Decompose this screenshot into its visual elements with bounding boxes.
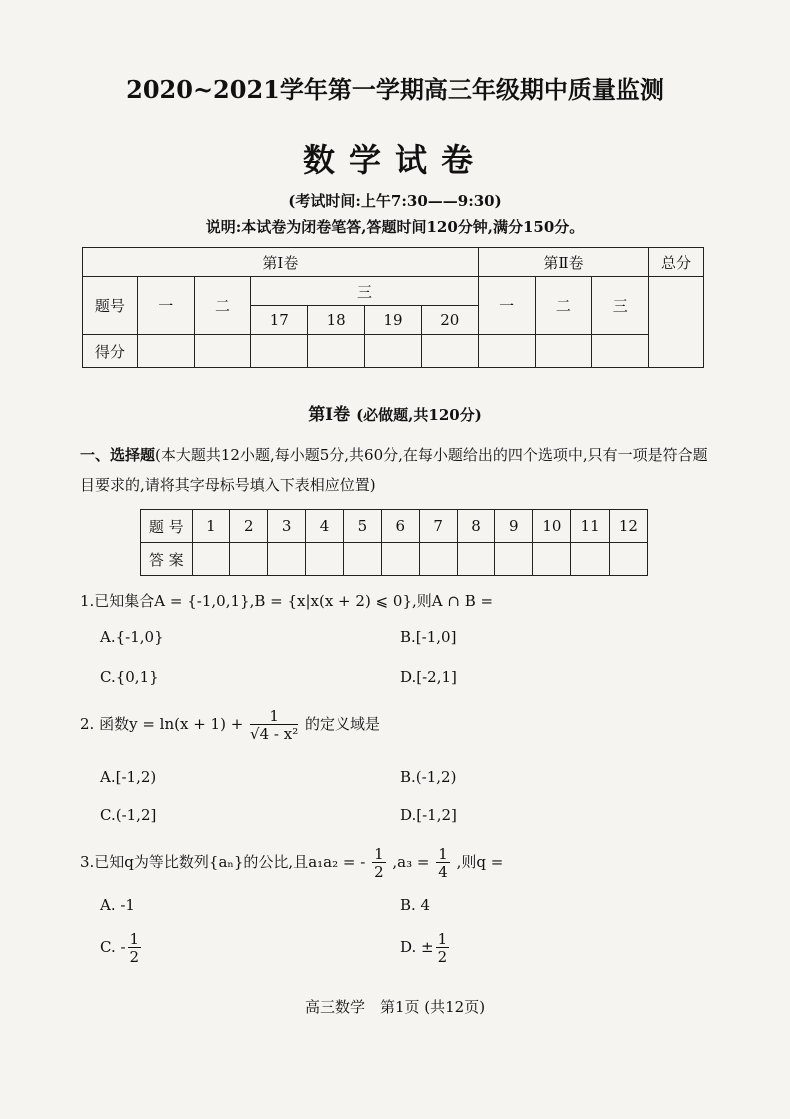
section1-subtitle: (必做题,共120分) (356, 406, 482, 424)
answer-number: 10 (533, 510, 571, 543)
question-3-frac2-den: 4 (438, 862, 448, 881)
answer-cell[interactable] (571, 543, 609, 576)
score-cell[interactable] (308, 335, 365, 368)
answer-row-answer-label: 答 案 (141, 543, 193, 576)
section1-title: 第Ⅰ卷 (308, 405, 351, 425)
question-2-frac-num: 1 (250, 708, 298, 725)
question-type-label: 一、选择题 (80, 446, 156, 464)
score-sub-19: 19 (365, 306, 422, 335)
option-c-den: 2 (129, 947, 140, 966)
subject-title: 数学试卷 (302, 141, 487, 179)
score-sub-18: 18 (308, 306, 365, 335)
answer-number: 4 (306, 510, 344, 543)
question-3-option-d-prefix: D. ± (400, 938, 434, 956)
question-2-stem (80, 707, 380, 743)
answer-cell[interactable] (192, 543, 230, 576)
answer-cell[interactable] (268, 543, 306, 576)
score-p2-col-3: 三 (592, 277, 649, 335)
score-part1-header: 第Ⅰ卷 (83, 248, 479, 277)
score-total-cell[interactable] (649, 277, 704, 368)
exam-title: 2020~2021学年第一学期高三年级期中质量监测 (126, 75, 664, 104)
score-part2-header: 第Ⅱ卷 (478, 248, 648, 277)
question-3-option-c-fraction (128, 931, 142, 966)
question-3-stem (80, 845, 503, 881)
question-1-option-c[interactable]: C.{0,1} (100, 668, 159, 686)
question-3-frac1-num: 1 (374, 844, 384, 863)
question-3-option-b[interactable]: B. 4 (400, 896, 431, 914)
answer-row-question-label: 题 号 (141, 510, 193, 543)
score-cell[interactable] (478, 335, 535, 368)
score-table (82, 247, 704, 368)
question-1-option-b[interactable]: B.[-1,0] (400, 628, 457, 646)
score-cell[interactable] (592, 335, 649, 368)
score-cell[interactable] (535, 335, 592, 368)
question-3-stem-mid: ,a₃ = (392, 853, 430, 871)
question-3-option-a[interactable]: A. -1 (100, 896, 135, 914)
question-2-option-a[interactable]: A.[-1,2) (100, 768, 157, 786)
answer-number: 2 (230, 510, 268, 543)
question-3-frac2-num: 1 (438, 844, 448, 863)
score-sub-20: 20 (421, 306, 478, 335)
answer-cell[interactable] (419, 543, 457, 576)
answer-cell[interactable] (230, 543, 268, 576)
option-d-den: 2 (437, 947, 448, 966)
answer-number: 3 (268, 510, 306, 543)
question-3-stem-pre: 3.已知q为等比数列{aₙ}的公比,且a₁a₂ = - (80, 853, 366, 871)
score-col-1: 一 (137, 277, 194, 335)
answer-cell[interactable] (306, 543, 344, 576)
answer-number: 9 (495, 510, 533, 543)
question-3-frac1-den: 2 (374, 862, 384, 881)
answer-number: 5 (343, 510, 381, 543)
question-3-option-c-prefix: C. - (100, 938, 126, 956)
answer-cell[interactable] (609, 543, 647, 576)
exam-note: 说明:本试卷为闭卷笔答,答题时间120分钟,满分150分。 (205, 218, 585, 236)
question-2-stem-pre: 2. 函数y = ln(x + 1) + (80, 715, 244, 733)
question-3-fraction-1 (372, 846, 386, 881)
score-cell[interactable] (194, 335, 251, 368)
answer-number: 7 (419, 510, 457, 543)
question-2-option-b[interactable]: B.(-1,2) (400, 768, 457, 786)
question-1-option-d[interactable]: D.[-2,1] (400, 668, 457, 686)
answer-number: 8 (457, 510, 495, 543)
question-2-option-d[interactable]: D.[-1,2] (400, 806, 457, 824)
section1-heading (0, 400, 790, 425)
question-2-option-c[interactable]: C.(-1,2] (100, 806, 157, 824)
exam-time: (考试时间:上午7:30——9:30) (288, 192, 502, 210)
section1-instruction (80, 440, 720, 500)
score-col-2: 二 (194, 277, 251, 335)
score-sub-17: 17 (251, 306, 308, 335)
score-col-3: 三 (251, 277, 478, 306)
score-cell[interactable] (137, 335, 194, 368)
score-total-header: 总分 (649, 248, 704, 277)
question-2-stem-post: 的定义域是 (305, 715, 381, 733)
question-3-option-c[interactable] (100, 930, 143, 966)
instruction-text: (本大题共12小题,每小题5分,共60分,在每小题给出的四个选项中,只有一项是符合题目要求的,请将其字母标号填入下表相应位置) (80, 446, 708, 494)
answer-number: 1 (192, 510, 230, 543)
answer-number: 11 (571, 510, 609, 543)
score-row-score-label: 得分 (83, 335, 138, 368)
page-footer: 高三数学 第1页 (共12页) (304, 998, 486, 1016)
answer-cell[interactable] (343, 543, 381, 576)
question-3-stem-post: ,则q = (456, 853, 504, 871)
answer-table (140, 509, 648, 576)
option-c-num: 1 (129, 929, 140, 948)
answer-cell[interactable] (457, 543, 495, 576)
score-row-question-label: 题号 (83, 277, 138, 335)
question-3-fraction-2 (436, 846, 450, 881)
question-1-stem: 1.已知集合A = {-1,0,1},B = {x|x(x + 2) ⩽ 0},则A ∩ B = (80, 592, 494, 610)
question-1-option-a[interactable]: A.{-1,0} (100, 628, 164, 646)
question-3-option-d-fraction (436, 931, 450, 966)
question-2-fraction (250, 708, 298, 743)
answer-cell[interactable] (495, 543, 533, 576)
answer-cell[interactable] (381, 543, 419, 576)
score-cell[interactable] (365, 335, 422, 368)
question-3-option-d[interactable] (400, 930, 451, 966)
answer-number: 6 (381, 510, 419, 543)
question-2-frac-den: √4 - x² (250, 724, 299, 743)
score-p2-col-2: 二 (535, 277, 592, 335)
score-cell[interactable] (251, 335, 308, 368)
answer-number: 12 (609, 510, 647, 543)
score-p2-col-1: 一 (478, 277, 535, 335)
score-cell[interactable] (421, 335, 478, 368)
answer-cell[interactable] (533, 543, 571, 576)
option-d-num: 1 (437, 929, 448, 948)
